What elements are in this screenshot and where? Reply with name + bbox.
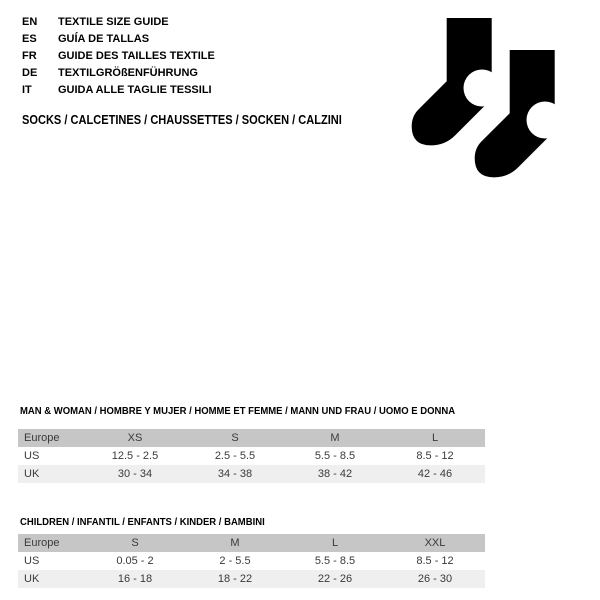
table-title-children: [18, 516, 485, 529]
table-title-children-text: CHILDREN / INFANTIL / ENFANTS / KINDER / BAMBINI: [20, 517, 265, 528]
language-label: TEXTILGRÖßENFÜHRUNG: [58, 67, 198, 79]
header-cell-size: L: [331, 537, 339, 549]
region-cell: UK: [24, 573, 40, 585]
header-cell-size: S: [231, 432, 239, 444]
header-cell-size: M: [330, 432, 340, 444]
language-label: GUÍA DE TALLAS: [58, 33, 150, 45]
table-title-adults: [18, 405, 485, 418]
size-cell: 22 - 26: [317, 573, 353, 585]
header-cell-size: XXL: [424, 537, 446, 549]
table-row-us: [18, 447, 485, 465]
table-row-us: [18, 552, 485, 570]
size-cell: 8.5 - 12: [416, 555, 454, 567]
size-cell: 38 - 42: [317, 468, 353, 480]
language-code: EN: [22, 16, 38, 28]
language-row: [22, 82, 215, 99]
language-code: FR: [22, 50, 37, 62]
language-row: [22, 48, 215, 65]
table-title-adults-text: MAN & WOMAN / HOMBRE Y MUJER / HOMME ET FEMME / MANN UND FRAU / UOMO E DONNA: [20, 406, 456, 417]
size-table-adults: [18, 429, 485, 483]
size-cell: 12.5 - 2.5: [111, 450, 159, 462]
table-row-uk: [18, 465, 485, 483]
region-cell: US: [24, 555, 40, 567]
language-label: TEXTILE SIZE GUIDE: [58, 16, 169, 28]
size-cell: 26 - 30: [417, 573, 453, 585]
socks-icon: [405, 10, 565, 180]
language-row: [22, 31, 215, 48]
table-row-uk: [18, 570, 485, 588]
size-cell: 34 - 38: [217, 468, 253, 480]
header-cell-region: Europe: [24, 537, 60, 549]
size-cell: 30 - 34: [117, 468, 153, 480]
size-cell: 8.5 - 12: [416, 450, 454, 462]
header-cell-size: S: [131, 537, 139, 549]
size-table-section-adults: [18, 405, 485, 483]
size-table-children: [18, 534, 485, 588]
header-cell-size: M: [230, 537, 240, 549]
size-cell: 5.5 - 8.5: [314, 450, 356, 462]
language-list: [22, 14, 215, 99]
category-title: [22, 112, 398, 127]
size-cell: 0.05 - 2: [116, 555, 154, 567]
category-title-text: SOCKS / CALCETINES / CHAUSSETTES / SOCKEN / CALZINI: [22, 112, 342, 127]
size-cell: 5.5 - 8.5: [314, 555, 356, 567]
language-label: GUIDE DES TAILLES TEXTILE: [58, 50, 215, 62]
language-code: ES: [22, 33, 37, 45]
table-header-row: [18, 429, 485, 447]
size-table-section-children: [18, 516, 485, 588]
language-row: [22, 14, 215, 31]
size-cell: 2.5 - 5.5: [214, 450, 256, 462]
language-label: GUIDA ALLE TAGLIE TESSILI: [58, 84, 212, 96]
size-cell: 2 - 5.5: [219, 555, 251, 567]
language-code: IT: [22, 84, 32, 96]
language-code: DE: [22, 67, 38, 79]
size-cell: 42 - 46: [417, 468, 453, 480]
region-cell: US: [24, 450, 40, 462]
header-cell-size: XS: [127, 432, 143, 444]
sock-left: [412, 18, 501, 145]
header-cell-size: L: [431, 432, 439, 444]
language-row: [22, 65, 215, 82]
region-cell: UK: [24, 468, 40, 480]
size-cell: 18 - 22: [217, 573, 253, 585]
table-header-row: [18, 534, 485, 552]
header-cell-region: Europe: [24, 432, 60, 444]
size-cell: 16 - 18: [117, 573, 153, 585]
